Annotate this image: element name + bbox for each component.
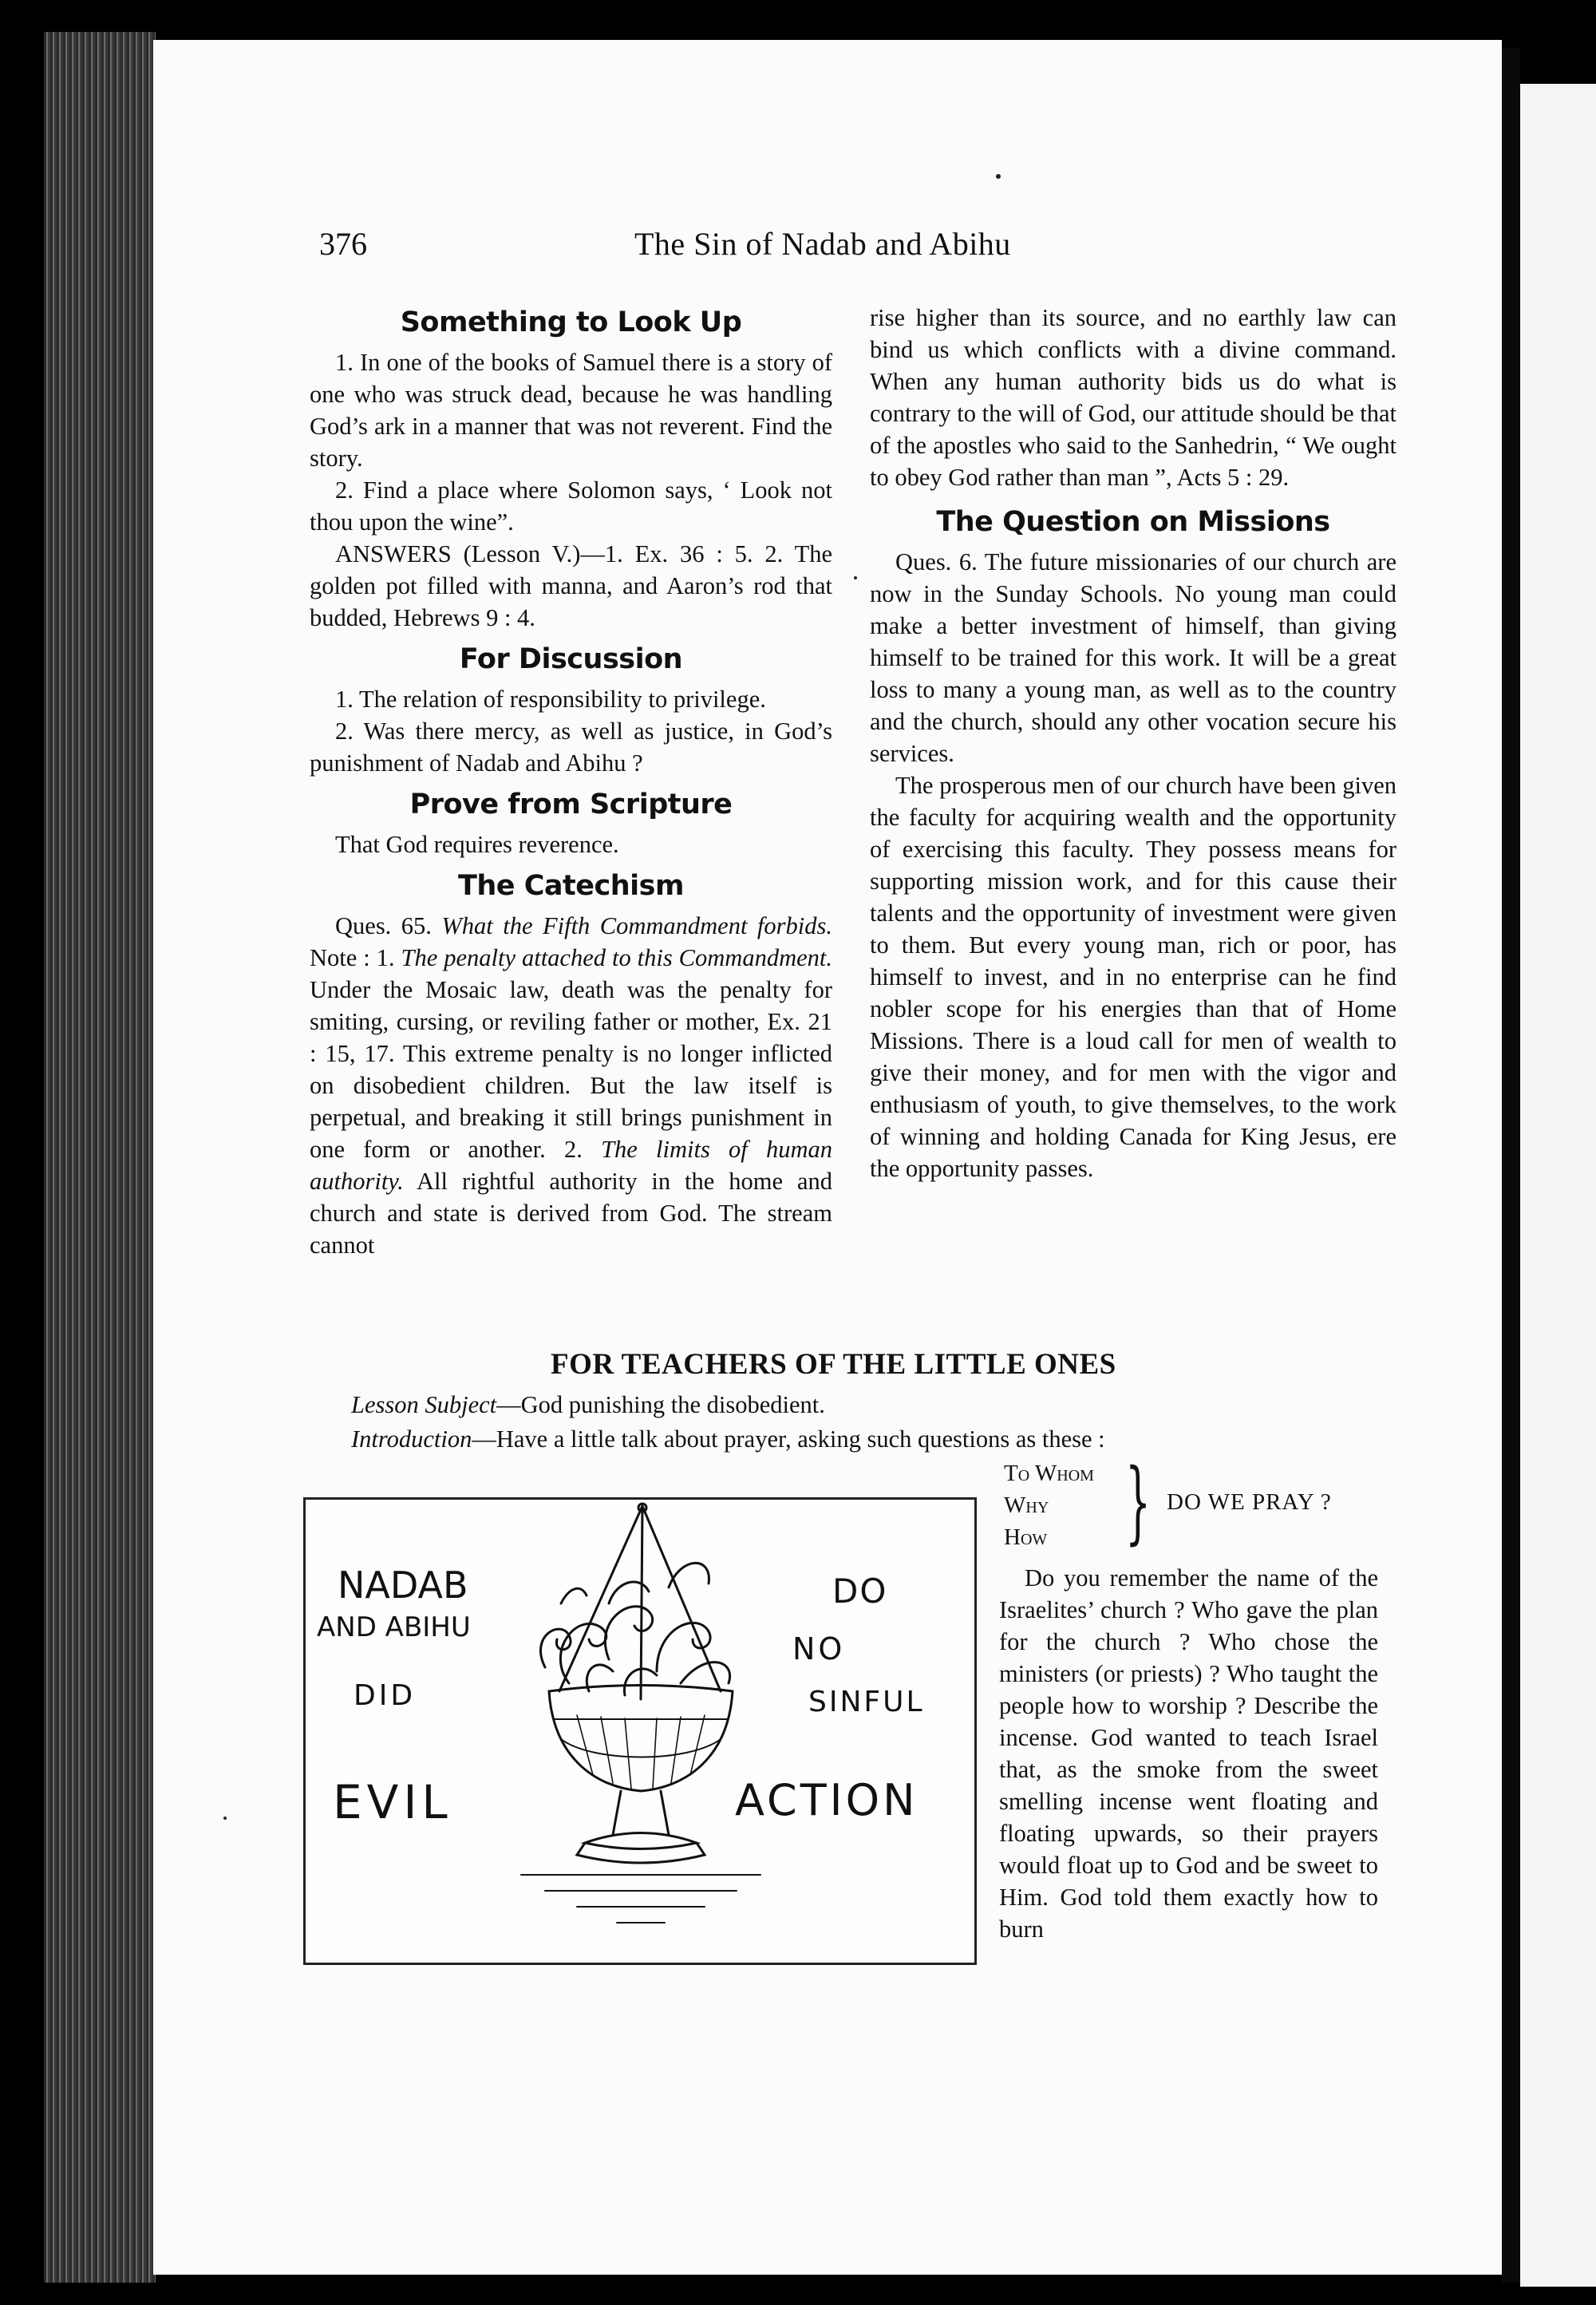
discussion-paragraph: 1. The relation of responsibility to privilege. (335, 686, 766, 713)
look-up-paragraph: 1. In one of the books of Samuel there is a story of one who was struck dead, because he was handling God’s ark in a manner that was not reverent. Find the story. (310, 349, 832, 472)
pray-word: How (1004, 1524, 1048, 1550)
page-number: 376 (319, 226, 367, 262)
book-page-edges (44, 32, 156, 2283)
illustration-word-do: DO (832, 1572, 888, 1611)
heading-catechism: The Catechism (458, 870, 684, 902)
prove-paragraph: That God requires reverence. (335, 831, 619, 858)
introduction-label: Introduction (351, 1425, 472, 1453)
heading-missions: The Question on Missions (936, 506, 1330, 538)
look-up-paragraph: 2. Find a place where Solomon says, ‘ Look not thou upon the wine”. (310, 476, 832, 536)
lesson-subject (351, 1391, 825, 1419)
catechism-note-title: The penalty attached to this Commandment. (401, 944, 832, 971)
illustration-word-action: ACTION (735, 1775, 918, 1825)
catechism-paragraph (310, 910, 832, 1261)
brace-glyph: } (1125, 1450, 1152, 1554)
illustration-word-did: DID (354, 1679, 417, 1712)
heading-little-ones: FOR TEACHERS OF THE LITTLE ONES (551, 1348, 1116, 1381)
missions-paragraph: Ques. 6. The future missionaries of our church are now in the Sunday Schools. No young man could make a better investment of himself, than giving himself to be trained for this work. It will be a great loss to many a young man, as well as to the country and the church, should any other vocation secure his services. (870, 548, 1396, 767)
pray-question: DO WE PRAY ? (1167, 1489, 1332, 1515)
introduction-line (351, 1425, 1105, 1453)
ink-speck (996, 174, 1001, 179)
little-ones-text: Do you remember the name of the Israelites’ church ? Who gave the plan for the church ? Who chose the ministers (or priests) ? Who taught the people how to worship ? Describe the incense. God wanted to teach Israel that, as the smoke from the sweet smelling incense went floating and floating upwards, so their prayers would float up to God and be sweet to Him. God told them exactly how to burn (999, 1564, 1378, 1943)
lesson-subject-label: Lesson Subject (351, 1391, 497, 1418)
missions-paragraph: The prosperous men of our church have been given the faculty for acquiring wealth and the opportunity of exercising this faculty. They possess means for supporting mission work, and for this cause their talents and the opportunity of investment were given to them. But every young man, rich or poor, has himself to invest, and in no enterprise can he find nobler scope for his energies than that of Home Missions. There is a loud call for men of wealth to give their money, and for men with the vigor and enthusiasm of youth, to give themselves, to the work of winning and holding Canada for King Jesus, ere the opportunity passes. (870, 772, 1396, 1182)
heading-look-up: Something to Look Up (400, 306, 742, 338)
left-column (310, 297, 832, 1261)
catechism-ques: Ques. 65. (335, 912, 442, 939)
little-ones-paragraph (999, 1562, 1378, 1945)
pray-word: Why (1004, 1493, 1049, 1518)
pray-word: To Whom (1004, 1461, 1094, 1486)
ink-speck (854, 576, 857, 579)
heading-discussion: For Discussion (459, 643, 683, 675)
illustration-word-no: NO (792, 1631, 846, 1666)
book-gutter (1502, 48, 1520, 2283)
introduction-text: —Have a little talk about prayer, asking such questions as these : (472, 1425, 1105, 1453)
illustration-word-and-abihu: AND ABIHU (317, 1611, 471, 1643)
catechism-text: Under the Mosaic law, death was the penalty for smiting, cursing, or reviling father or mother, Ex. 21 : 15, 17. This extreme penalty is no longer inflicted on disobedient children. But the law itself is perpetual, and breaking it still brings punishment in one form or another. 2. (310, 976, 832, 1163)
catechism-note: Note : 1. (310, 944, 401, 971)
heading-prove: Prove from Scripture (409, 789, 733, 820)
answers-paragraph: ANSWERS (Lesson V.)—1. Ex. 36 : 5. 2. The golden pot filled with manna, and Aaron’s rod that budded, Hebrews 9 : 4. (310, 540, 832, 631)
illustration-word-sinful: SINFUL (808, 1686, 925, 1718)
catechism-ques-title: What the Fifth Commandment forbids. (441, 912, 832, 939)
catechism-text: All rightful authority in the home and church and state is derived from God. The stream cannot (310, 1168, 832, 1259)
blackboard-illustration (303, 1497, 977, 1965)
ink-speck (223, 1817, 227, 1820)
lesson-subject-text: —God punishing the disobedient. (496, 1391, 825, 1418)
illustration-word-evil: EVIL (333, 1775, 452, 1829)
discussion-paragraph: 2. Was there mercy, as well as justice, in God’s punishment of Nadab and Abihu ? (310, 718, 832, 777)
facing-page (1520, 84, 1596, 2287)
right-column (870, 302, 1396, 1184)
catechism-note-title: The limits of human authority. (310, 1136, 832, 1195)
illustration-word-nadab: NADAB (338, 1564, 468, 1607)
running-title: The Sin of Nadab and Abihu (634, 226, 1011, 262)
pray-questions (1004, 1450, 1387, 1554)
continued-paragraph: rise higher than its source, and no earthly law can bind us which conflicts with a divine command. When any human authority bids us do what is contrary to the will of God, our attitude should be that of the apostles who said to the Sanhedrin, “ We ought to obey God rather than man ”, Acts 5 : 29. (870, 304, 1396, 491)
